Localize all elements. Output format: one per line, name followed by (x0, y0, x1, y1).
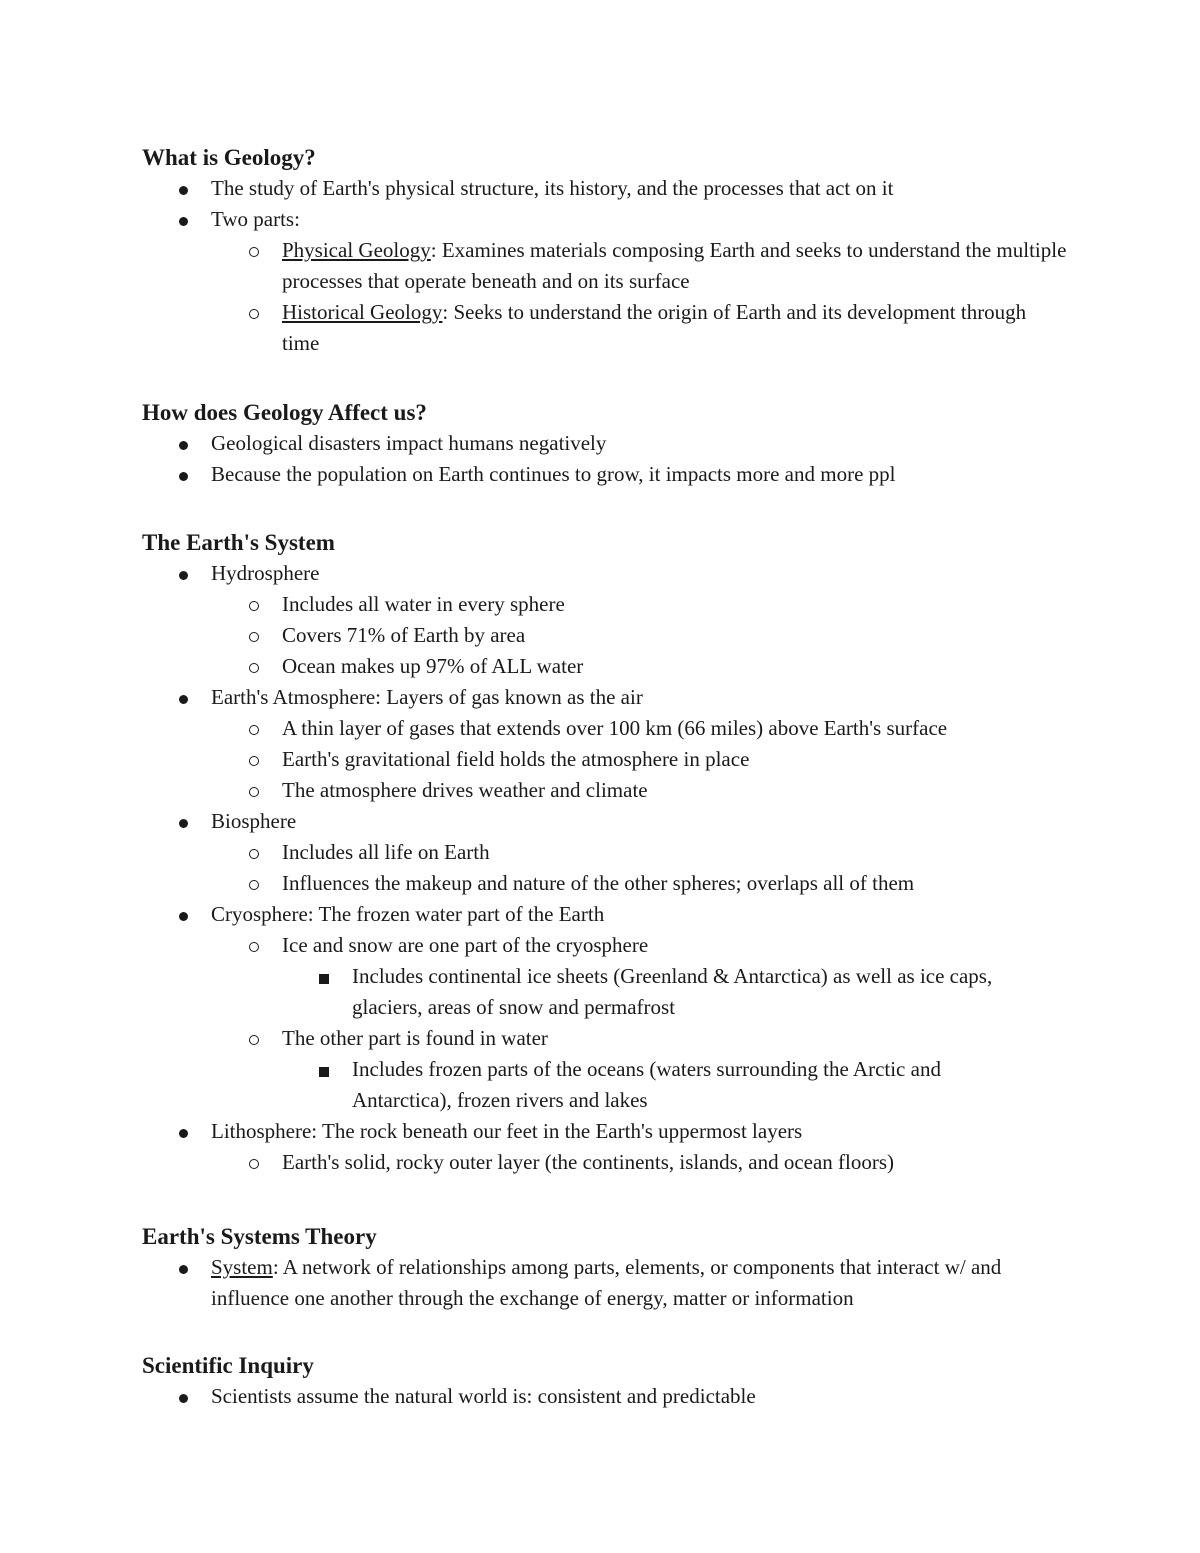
bullet-square-icon (318, 1054, 338, 1085)
section-heading: Earth's Systems Theory (142, 1224, 377, 1249)
list-item: Lithosphere: The rock beneath our feet in the Earth's uppermost layers (142, 1116, 1111, 1147)
list-item: Includes continental ice sheets (Greenland & Antarctica) as well as ice caps, glaciers, areas of snow and permafrost (142, 961, 1042, 1023)
list-item: Earth's solid, rocky outer layer (the continents, islands, and ocean floors) (142, 1147, 1182, 1178)
bullet-disc-icon (178, 173, 198, 204)
list-item: Physical Geology: Examines materials composing Earth and seeks to understand the multiple processes that operate beneath and on its surface (142, 235, 1072, 297)
bullet-circle-icon (248, 589, 268, 620)
bullet-disc-icon (178, 1381, 198, 1412)
list-item: Covers 71% of Earth by area (142, 620, 1102, 651)
list-item: Influences the makeup and nature of the other spheres; overlaps all of them (142, 868, 1182, 899)
term-historical-geology: Historical Geology (282, 300, 443, 324)
list-item: Includes frozen parts of the oceans (waters surrounding the Arctic and Antarctica), frozen rivers and lakes (142, 1054, 1042, 1116)
list-item: Historical Geology: Seeks to understand the origin of Earth and its development through time (142, 297, 1052, 359)
bullet-list (142, 428, 1102, 490)
list-item: Biosphere (142, 806, 1102, 837)
bullet-circle-icon (248, 235, 268, 266)
term-physical-geology: Physical Geology (282, 238, 431, 262)
bullet-list (142, 1381, 1102, 1412)
bullet-disc-icon (178, 204, 198, 235)
bullet-circle-icon (248, 1147, 268, 1178)
term-system: System (211, 1255, 273, 1279)
bullet-circle-icon (248, 651, 268, 682)
bullet-square-icon (318, 961, 338, 992)
list-item: Geological disasters impact humans negatively (142, 428, 1102, 459)
list-item: Because the population on Earth continues to grow, it impacts more and more ppl (142, 459, 1111, 490)
bullet-disc-icon (178, 899, 198, 930)
bullet-disc-icon (178, 682, 198, 713)
bullet-disc-icon (178, 428, 198, 459)
bullet-disc-icon (178, 1116, 198, 1147)
list-item: Earth's Atmosphere: Layers of gas known as the air (142, 682, 1102, 713)
bullet-list (142, 558, 1102, 1178)
section-heading: The Earth's System (142, 530, 335, 555)
list-item: System: A network of relationships among parts, elements, or components that interact w/ and influence one another through the exchange of energy, matter or information (142, 1252, 1033, 1314)
section-what-is-geology (142, 142, 1102, 359)
bullet-disc-icon (178, 459, 198, 490)
bullet-circle-icon (248, 744, 268, 775)
section-heading: How does Geology Affect us? (142, 400, 427, 425)
list-item: Scientists assume the natural world is: consistent and predictable (142, 1381, 1102, 1412)
section-geology-affect (142, 397, 1102, 490)
bullet-disc-icon (178, 1252, 198, 1283)
bullet-circle-icon (248, 930, 268, 961)
list-item: Two parts: (142, 204, 1102, 235)
list-item: The other part is found in water (142, 1023, 1102, 1054)
section-earths-system (142, 527, 1102, 1178)
list-item: The atmosphere drives weather and climate (142, 775, 1102, 806)
list-item: The study of Earth's physical structure, its history, and the processes that act on it (142, 173, 1091, 204)
section-systems-theory (142, 1221, 1102, 1314)
bullet-disc-icon (178, 806, 198, 837)
bullet-circle-icon (248, 837, 268, 868)
bullet-list (142, 1252, 1102, 1314)
list-item: Ocean makes up 97% of ALL water (142, 651, 1102, 682)
section-heading: Scientific Inquiry (142, 1353, 314, 1378)
section-scientific-inquiry (142, 1350, 1102, 1412)
bullet-circle-icon (248, 775, 268, 806)
bullet-circle-icon (248, 713, 268, 744)
bullet-disc-icon (178, 558, 198, 589)
bullet-circle-icon (248, 297, 268, 328)
bullet-list (142, 173, 1102, 359)
list-item: Ice and snow are one part of the cryosphere (142, 930, 1102, 961)
list-item: Includes all life on Earth (142, 837, 1102, 868)
list-item: A thin layer of gases that extends over 100 km (66 miles) above Earth's surface (142, 713, 1182, 744)
list-item: Hydrosphere (142, 558, 1102, 589)
bullet-circle-icon (248, 620, 268, 651)
bullet-circle-icon (248, 1023, 268, 1054)
list-item: Includes all water in every sphere (142, 589, 1102, 620)
list-item: Earth's gravitational field holds the atmosphere in place (142, 744, 1102, 775)
list-item: Cryosphere: The frozen water part of the Earth (142, 899, 1102, 930)
section-heading: What is Geology? (142, 145, 316, 170)
bullet-circle-icon (248, 868, 268, 899)
